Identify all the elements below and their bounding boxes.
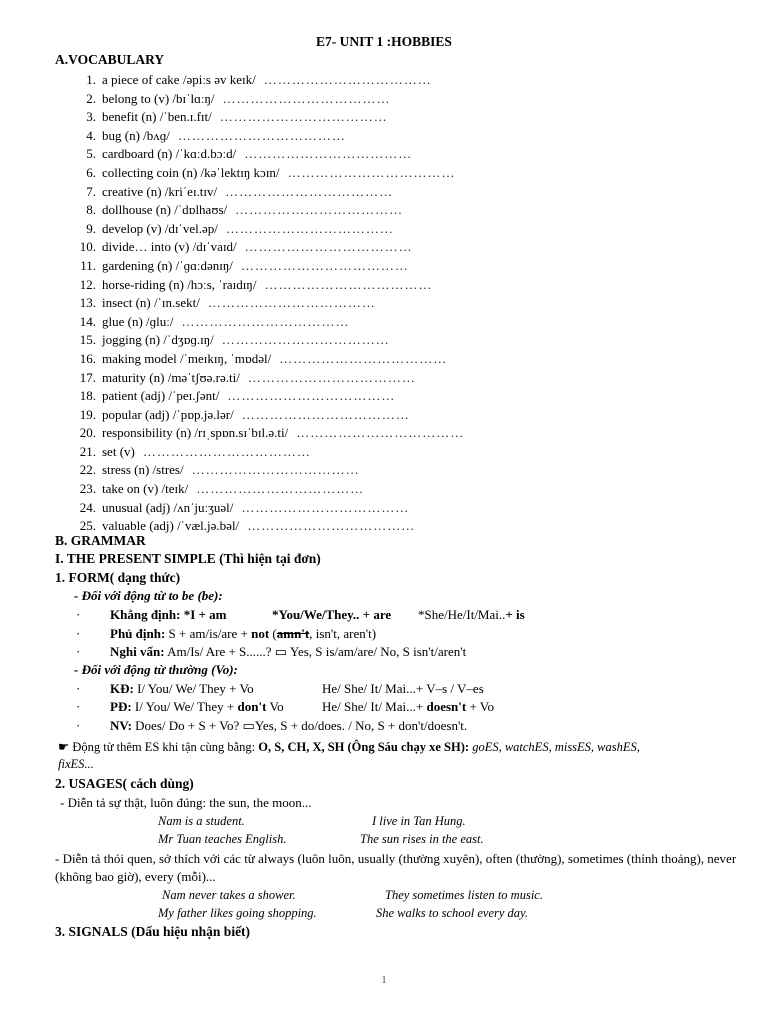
vocab-item [60,145,720,164]
aff-she-text: *She/He/It/Mai.. [418,607,506,622]
vocab-number: 4. [86,127,96,143]
vocab-item [60,424,720,443]
vocab-number: 1. [86,72,96,87]
question-label: Nghi vấn: [110,644,165,659]
affirmative-label: Khẳng định: [110,607,181,622]
vocab-item [60,183,720,202]
section-grammar-heading: B. GRAMMAR [55,533,146,548]
vocab-word: collecting coin (n) /kəˈlektɪŋ kɔɪn/ [102,164,280,180]
vocab-number: 10. [79,239,96,255]
vocab-word: valuable (adj) /ˈvæl.jə.bəl/ [102,518,240,534]
vocab-item [60,406,720,425]
es-note-examples: goES, watchES, missES, washES, [472,740,640,754]
answer-blank: ……………………………… [279,350,448,366]
neg-paren: ( [272,626,277,641]
neg-rest: , isn't, aren't) [309,626,377,641]
vocab-item [60,164,720,183]
vocab-item [60,257,720,276]
vocabulary-list [60,71,720,536]
answer-blank: ……………………………… [296,425,465,441]
answer-blank: ……………………………… [222,90,391,106]
pd-label: PĐ: [110,699,132,714]
example-sentence: I live in Tan Hung. [372,814,466,828]
kd-text-2: He/ She/ It/ Mai...+ V–s / V–es [322,681,484,696]
vocab-word: belong to (v) /bɪˈlɑːŋ/ [102,90,215,106]
answer-blank: ……………………………… [241,499,410,515]
example-sentence: My father likes going shopping. [158,906,317,920]
bullet-icon: · [76,607,81,622]
pd-vo-2: + Vo [469,699,495,714]
es-note-examples-2: fixES... [58,757,94,771]
vo-question [110,718,467,734]
vocab-word: benefit (n) /ˈben.ɪ.fɪt/ [102,109,212,125]
vo-affirmative [110,681,254,697]
vocab-number: 15. [79,332,96,348]
aff-is-text: + is [505,607,525,622]
example-sentence: She walks to school every day. [376,906,529,920]
vocab-number: 11. [80,257,96,273]
tobe-negative [110,626,376,642]
vo-subheading: - Đối với động từ thường (Vo): [74,662,238,677]
neg-strike: amn't [276,626,310,641]
vocab-number: 22. [79,462,96,478]
neg-not: not [251,626,270,641]
answer-blank: ……………………………… [207,295,376,311]
answer-blank: ……………………………… [247,518,416,534]
vocab-item [60,443,720,462]
vocab-item [60,220,720,239]
answer-blank: ……………………………… [142,443,311,459]
vocab-number: 21. [79,443,96,459]
aff-she-is [418,607,525,623]
vocab-number: 13. [79,295,96,311]
vocab-word: responsibility (n) /rɪˌspɒn.sɪˈbɪl.ə.ti/ [102,425,289,441]
vocab-word: maturity (n) /məˈtʃʊə.rə.ti/ [102,369,240,385]
es-note-bold: O, S, CH, X, SH (Ông Sáu chạy xe SH): [258,740,470,754]
answer-blank: ……………………………… [196,481,365,497]
vocab-number: 16. [79,350,96,366]
vocab-number: 14. [79,313,96,329]
vocab-word: making model /ˈmeɪkɪŋ, ˈmɒdəl/ [102,350,272,366]
page-number: 1 [381,974,387,986]
pd-vo: Vo [269,699,284,714]
vocab-word: dollhouse (n) /ˈdɒlhaʊs/ [102,202,228,218]
usages-heading: 2. USAGES( cách dùng) [55,776,194,791]
vocab-word: set (v) [102,443,135,459]
answer-blank: ……………………………… [235,202,404,218]
vocab-number: 19. [79,406,96,422]
vocab-number: 18. [79,388,96,404]
nv-text: Does/ Do + S + Vo? ▭Yes, S + do/does. / No, S + don't/doesn't. [135,718,468,733]
answer-blank: ……………………………… [263,72,432,87]
vocab-number: 6. [86,164,96,180]
vocab-item [60,369,720,388]
answer-blank: ……………………………… [191,462,360,478]
vocab-word: gardening (n) /ˈɡɑːdənɪŋ/ [102,257,233,273]
answer-blank: ……………………………… [247,369,416,385]
vocab-item [60,480,720,499]
answer-blank: ……………………………… [241,406,410,422]
vocab-number: 25. [79,518,96,534]
question-text: Am/Is/ Are + S......? ▭ Yes, S is/am/are/ No, S isn't/aren't [167,644,467,659]
vocab-word: cardboard (n) /ˈkɑːd.bɔːd/ [102,146,237,162]
section-vocabulary-heading: A.VOCABULARY [55,52,165,67]
answer-blank: ……………………………… [181,313,350,329]
usage-1-text: - Diễn tả sự thật, luôn đúng: the sun, the moon... [60,795,312,810]
pd-doesnt: doesn't [426,699,467,714]
vocab-word: horse-riding (n) /hɔːs, ˈraɪdɪŋ/ [102,276,257,292]
answer-blank: ……………………………… [264,276,433,292]
vocab-word: insect (n) /ˈɪn.sekt/ [102,295,200,311]
answer-blank: ……………………………… [244,239,413,255]
vocab-number: 23. [79,481,96,497]
bullet-icon: · [76,699,81,714]
bullet-icon: · [76,626,81,641]
neg-text: S + am/is/are + [168,626,248,641]
answer-blank: ……………………………… [287,164,456,180]
aff-i-am: *I + am [183,607,227,622]
vocab-word: stress (n) /stres/ [102,462,184,478]
pd-text-1: I/ You/ We/ They + [134,699,235,714]
vocab-item [60,90,720,109]
vocab-number: 7. [86,183,96,199]
bullet-icon: · [76,644,81,659]
vocab-word: glue (n) /ɡluː/ [102,313,174,329]
vocab-item [60,71,720,90]
vocab-word: patient (adj) /ˈpeɪ.ʃənt/ [102,388,220,404]
pd-dont: don't [237,699,267,714]
bullet-icon: · [76,681,81,696]
vocab-word: creative (n) /kriˈeɪ.tɪv/ [102,183,218,199]
vocab-word: a piece of cake /əpiːs əv keɪk/ [102,72,256,87]
bullet-icon: · [76,718,81,733]
vocab-word: popular (adj) /ˈpɒp.jə.lər/ [102,406,234,422]
vocab-word: take on (v) /teɪk/ [102,481,189,497]
vocab-item [60,127,720,146]
page-title: E7- UNIT 1 :HOBBIES [316,34,452,49]
vocab-item [60,517,720,536]
vocab-number: 5. [86,146,96,162]
nv-label: NV: [110,718,132,733]
answer-blank: ……………………………… [244,146,413,162]
vocab-number: 3. [86,109,96,125]
vocab-word: divide… into (v) /dɪˈvaɪd/ [102,239,237,255]
tobe-question [110,644,466,660]
vocab-number: 12. [79,276,96,292]
vocab-item [60,313,720,332]
vocab-item [60,201,720,220]
vocab-word: jogging (n) /ˈdʒɒɡ.ɪŋ/ [102,332,214,348]
present-simple-heading: I. THE PRESENT SIMPLE (Thì hiện tại đơn) [55,551,321,566]
vocab-item [60,387,720,406]
vocab-word: bug (n) /bʌɡ/ [102,127,170,143]
vocab-item [60,238,720,257]
vocab-word: unusual (adj) /ʌnˈjuːʒuəl/ [102,499,234,515]
vocab-item [60,331,720,350]
signals-heading: 3. SIGNALS (Dấu hiệu nhận biết) [55,924,251,939]
vocab-number: 9. [86,220,96,236]
tobe-affirmative [110,607,227,623]
kd-text-1: I/ You/ We/ They + Vo [137,681,254,696]
example-sentence: Nam is a student. [158,814,245,828]
answer-blank: ……………………………… [240,257,409,273]
vocab-item [60,276,720,295]
answer-blank: ……………………………… [177,127,346,143]
kd-label: KĐ: [110,681,134,696]
pd-text-2: He/ She/ It/ Mai...+ [322,699,424,714]
aff-you-are: *You/We/They.. + are [272,607,392,622]
vo-negative-2 [322,699,494,715]
vocab-item [60,499,720,518]
example-sentence: Nam never takes a shower. [162,888,296,902]
answer-blank: ……………………………… [219,109,388,125]
example-sentence: Mr Tuan teaches English. [158,832,287,846]
vocab-item [60,108,720,127]
vocab-item [60,350,720,369]
example-sentence: They sometimes listen to music. [385,888,543,902]
vocab-item [60,461,720,480]
form-heading: 1. FORM( dạng thức) [55,570,181,585]
vocab-number: 8. [86,202,96,218]
vocab-number: 17. [79,369,96,385]
es-note-prefix: ☛ Động từ thêm ES khi tận cùng bằng: [58,740,256,754]
vocab-number: 20. [79,425,96,441]
vo-negative [110,699,284,715]
vocab-number: 2. [86,90,96,106]
vocab-word: develop (v) /dɪˈvel.əp/ [102,220,218,236]
tobe-subheading: - Đối với động từ to be (be): [74,588,223,603]
negative-label: Phủ định: [110,626,166,641]
answer-blank: ……………………………… [225,183,394,199]
answer-blank: ……………………………… [221,332,390,348]
usage-2-text: - Diễn tả thói quen, sở thích với các từ always (luôn luôn, usually (thường xuyên), often (thường), sometimes (thỉnh thoảng), never (không bao giờ), every (mỗi)... [55,851,737,884]
answer-blank: ……………………………… [227,388,396,404]
es-note [58,739,640,755]
vocab-item [60,294,720,313]
example-sentence: The sun rises in the east. [360,832,484,846]
vocab-number: 24. [79,499,96,515]
answer-blank: ……………………………… [225,220,394,236]
